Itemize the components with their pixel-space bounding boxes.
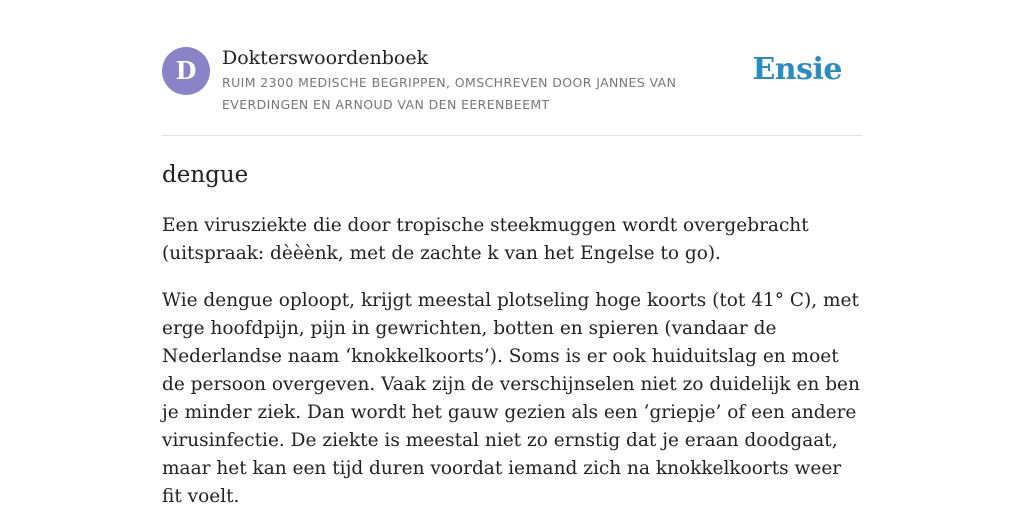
entry-paragraph-1: Een virusziekte die door tropische steekmuggen wordt overgebracht (uitspraak: dèèènk, met de zachte k van het Engelse to go). xyxy=(162,215,809,264)
entry-paragraph-2: Wie dengue oploopt, krijgt meestal plotseling hoge koorts (tot 41° C), met erge hoofdpijn, pijn in gewrichten, botten en spieren (vandaar de Nederlandse naam ‘knokkelkoorts’). Soms is er ook huiduitslag en moet de persoon overgeven. Vaak zijn de verschijnselen niet zo duidelijk en ben je minder ziek. Dan wordt het gauw gezien als een ‘griepje’ of een andere virusinfectie. De ziekte is meestal niet zo ernstig dat je eraan doodgaat, maar het kan een tijd duren voordat iemand zich na knokkelkoorts weer fit voelt. xyxy=(162,290,860,507)
source-title[interactable]: Dokterswoordenboek xyxy=(222,47,429,69)
source-avatar[interactable]: D xyxy=(162,47,210,95)
header-divider xyxy=(162,135,862,136)
header xyxy=(162,46,862,136)
entry-term: dengue xyxy=(162,162,249,188)
ensie-logo[interactable]: Ensie xyxy=(752,52,842,87)
source-subtitle: RUIM 2300 MEDISCHE BEGRIPPEN, OMSCHREVEN DOOR JANNES VAN EVERDINGEN EN ARNOUD VAN DEN EERENBEEMT xyxy=(222,75,677,112)
